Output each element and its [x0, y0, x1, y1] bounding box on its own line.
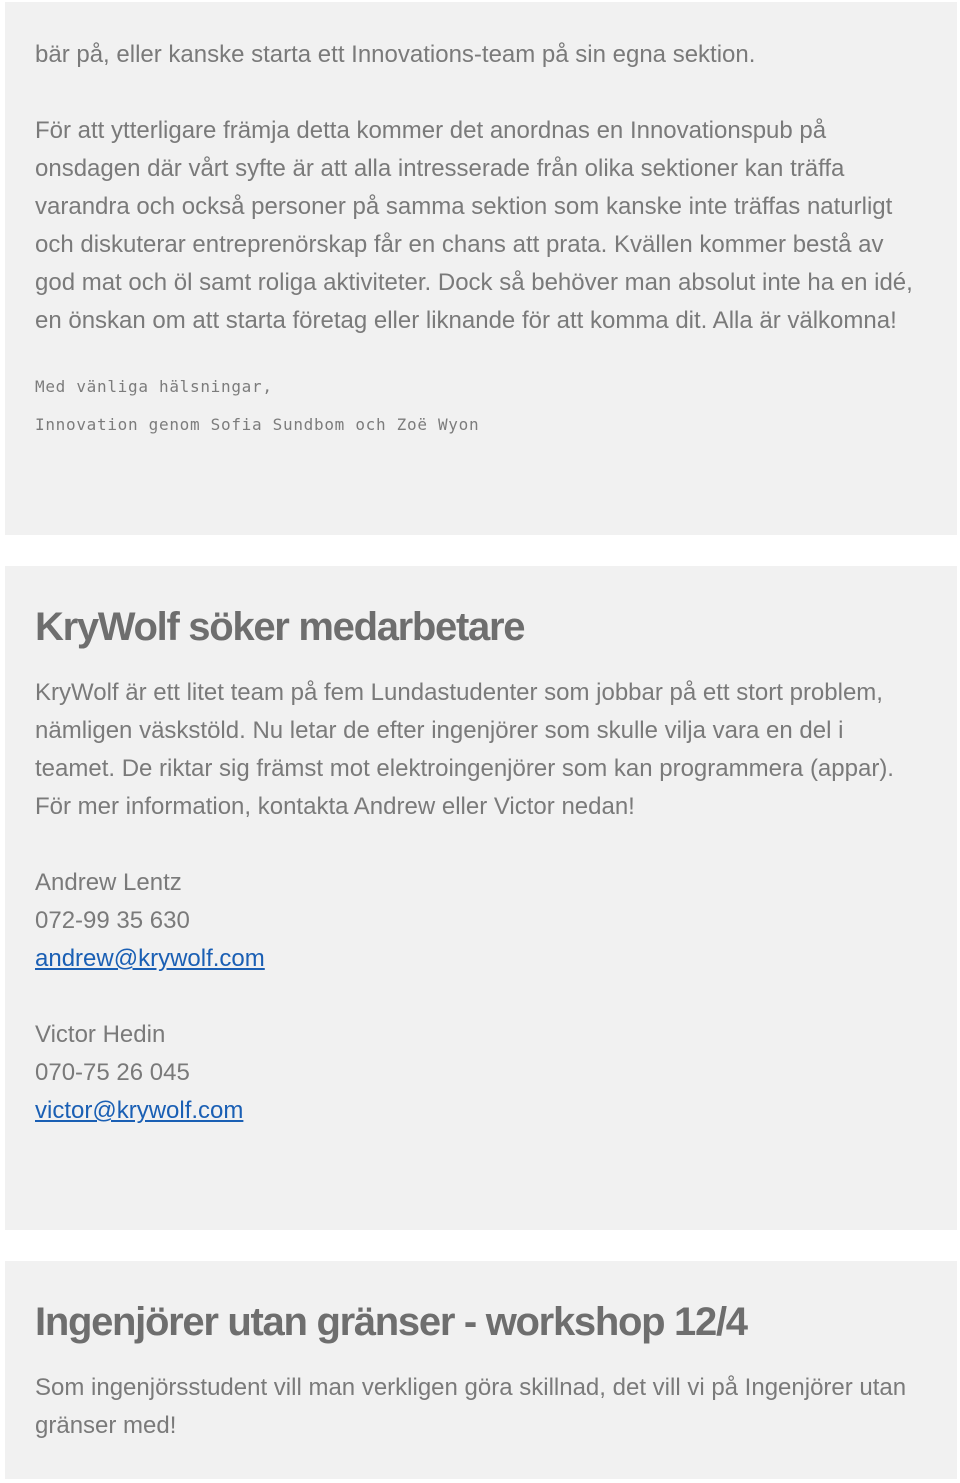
krywolf-section	[5, 566, 957, 1230]
workshop-heading: Ingenjörer utan gränser - workshop 12/4	[35, 1300, 747, 1344]
workshop-section	[5, 1261, 957, 1479]
krywolf-heading: KryWolf söker medarbetare	[35, 605, 525, 649]
contact-phone: 072-99 35 630	[35, 907, 190, 934]
contact-victor	[35, 1016, 927, 1130]
innovation-pub-paragraph: För att ytterligare främja detta kommer det anordnas en Innovationspub på onsdagen där vårt syfte är att alla intresserade från olika sektioner kan träffa varandra och också personer på samma sektion som kanske inte träffas naturligt och diskuterar entreprenörskap får en chans att prata. Kvällen kommer bestå av god mat och öl samt roliga aktiviteter. Dock så behöver man absolut inte ha en idé, en önskan om att starta företag eller liknande för att komma dit. Alla är välkomna!	[35, 117, 913, 334]
contact-name: Victor Hedin	[35, 1021, 166, 1048]
signature-text: Innovation genom Sofia Sundbom och Zoë Wyon	[35, 415, 480, 434]
intro-section	[5, 2, 957, 535]
contact-andrew	[35, 864, 927, 978]
contact-phone: 070-75 26 045	[35, 1059, 190, 1086]
contact-email-link[interactable]: andrew@krywolf.com	[35, 945, 265, 972]
greeting-text: Med vänliga hälsningar,	[35, 377, 273, 396]
contact-email-link[interactable]: victor@krywolf.com	[35, 1097, 244, 1124]
krywolf-paragraph: KryWolf är ett litet team på fem Lundastudenter som jobbar på ett stort problem, nämligen väskstöld. Nu letar de efter ingenjörer som skulle vilja vara en del i teamet. De riktar sig främst mot elektroingenjörer som kan programmera (appar). För mer information, kontakta Andrew eller Victor nedan!	[35, 679, 894, 820]
contact-name: Andrew Lentz	[35, 869, 182, 896]
workshop-paragraph: Som ingenjörsstudent vill man verkligen göra skillnad, det vill vi på Ingenjörer utan gränser med!	[35, 1374, 907, 1439]
intro-paragraph-fragment: bär på, eller kanske starta ett Innovations-team på sin egna sektion.	[35, 41, 756, 68]
